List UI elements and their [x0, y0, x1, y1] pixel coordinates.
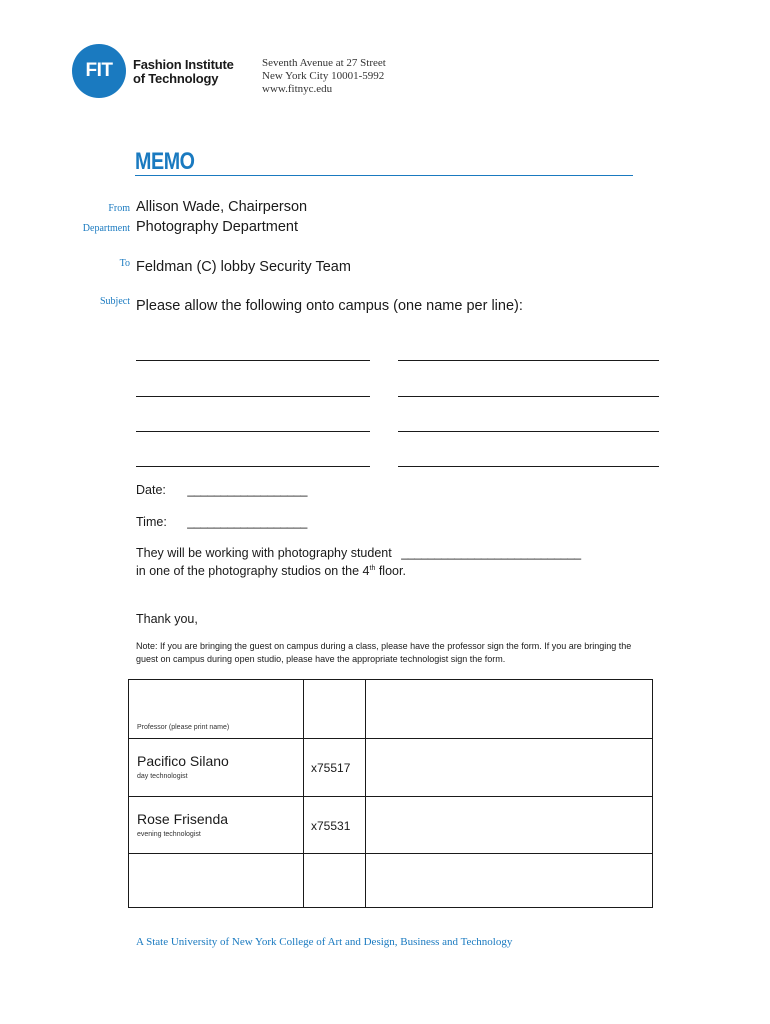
- floor-superscript: th: [369, 564, 376, 572]
- name-line[interactable]: [398, 360, 659, 361]
- note-text: Note: If you are bringing the guest on campus during a class, please have the professor sign the form. If you are bringing the guest on campus during open studio, please have the appropriate technologist sign the form.: [136, 641, 632, 664]
- signature-cell[interactable]: [366, 739, 653, 797]
- student-field[interactable]: ___________________________: [401, 546, 581, 560]
- address-line-2: New York City 10001-5992: [262, 70, 385, 82]
- subject-label: Subject: [100, 296, 130, 307]
- professor-name-cell[interactable]: [129, 680, 304, 739]
- extension-cell[interactable]: [304, 680, 366, 739]
- floor-text-after: floor.: [375, 564, 406, 578]
- extension-cell: [304, 739, 366, 797]
- name-line[interactable]: [136, 431, 370, 432]
- signature-cell[interactable]: [366, 797, 653, 854]
- to-label: To: [119, 258, 130, 269]
- table-row: [129, 680, 653, 739]
- extension-cell: [304, 797, 366, 854]
- fit-logo: [72, 44, 126, 98]
- date-row: [136, 483, 307, 497]
- signature-table: [128, 679, 653, 908]
- professor-label: Professor (please print name): [137, 724, 230, 731]
- floor-text-before: in one of the photography studios on the 4: [136, 564, 370, 578]
- institution-name: [133, 58, 234, 86]
- name-line[interactable]: [136, 466, 370, 467]
- contact-name: Rose Frisenda: [137, 811, 229, 827]
- signature-cell[interactable]: [366, 854, 653, 908]
- name-line[interactable]: [136, 360, 370, 361]
- logo-text: FIT: [85, 60, 113, 81]
- date-label: Date:: [136, 483, 166, 497]
- to-value: Feldman (C) lobby Security Team: [136, 259, 351, 275]
- address-line-1: Seventh Avenue at 27 Street: [262, 57, 386, 69]
- table-row: [129, 854, 653, 908]
- address-line-3: www.fitnyc.edu: [262, 83, 333, 95]
- from-value: Allison Wade, Chairperson: [136, 199, 308, 215]
- time-row: [136, 515, 307, 529]
- contact-role: day technologist: [137, 773, 188, 780]
- from-label: From: [108, 203, 130, 214]
- name-line[interactable]: [398, 396, 659, 397]
- contact-extension: x75531: [311, 819, 351, 833]
- name-line[interactable]: [398, 466, 659, 467]
- contact-name: Pacifico Silano: [137, 753, 229, 769]
- contact-role: evening technologist: [137, 831, 201, 838]
- signature-cell[interactable]: [366, 680, 653, 739]
- table-row: [129, 797, 653, 854]
- address-block: [262, 57, 386, 96]
- memo-divider: [135, 175, 633, 176]
- table-row: [129, 739, 653, 797]
- student-text: They will be working with photography student: [136, 546, 392, 560]
- department-value: Photography Department: [136, 219, 299, 235]
- student-row: [136, 546, 581, 560]
- thank-you: Thank you,: [136, 612, 198, 626]
- institution-line-2: of Technology: [133, 71, 219, 86]
- contact-extension: x75517: [311, 761, 351, 775]
- contact-cell: [129, 797, 304, 854]
- empty-cell[interactable]: [304, 854, 366, 908]
- institution-line-1: Fashion Institute: [133, 57, 234, 72]
- name-line[interactable]: [398, 431, 659, 432]
- footer-tagline: A State University of New York College of Art and Design, Business and Technology: [136, 936, 513, 948]
- time-field[interactable]: __________________: [187, 515, 308, 529]
- time-label: Time:: [136, 515, 167, 529]
- department-label: Department: [82, 223, 130, 234]
- contact-cell: [129, 739, 304, 797]
- name-line[interactable]: [136, 396, 370, 397]
- subject-value: Please allow the following onto campus (one name per line):: [136, 298, 523, 314]
- floor-row: [136, 564, 406, 578]
- memo-title: MEMO: [135, 148, 195, 175]
- empty-cell[interactable]: [129, 854, 304, 908]
- date-field[interactable]: __________________: [187, 483, 308, 497]
